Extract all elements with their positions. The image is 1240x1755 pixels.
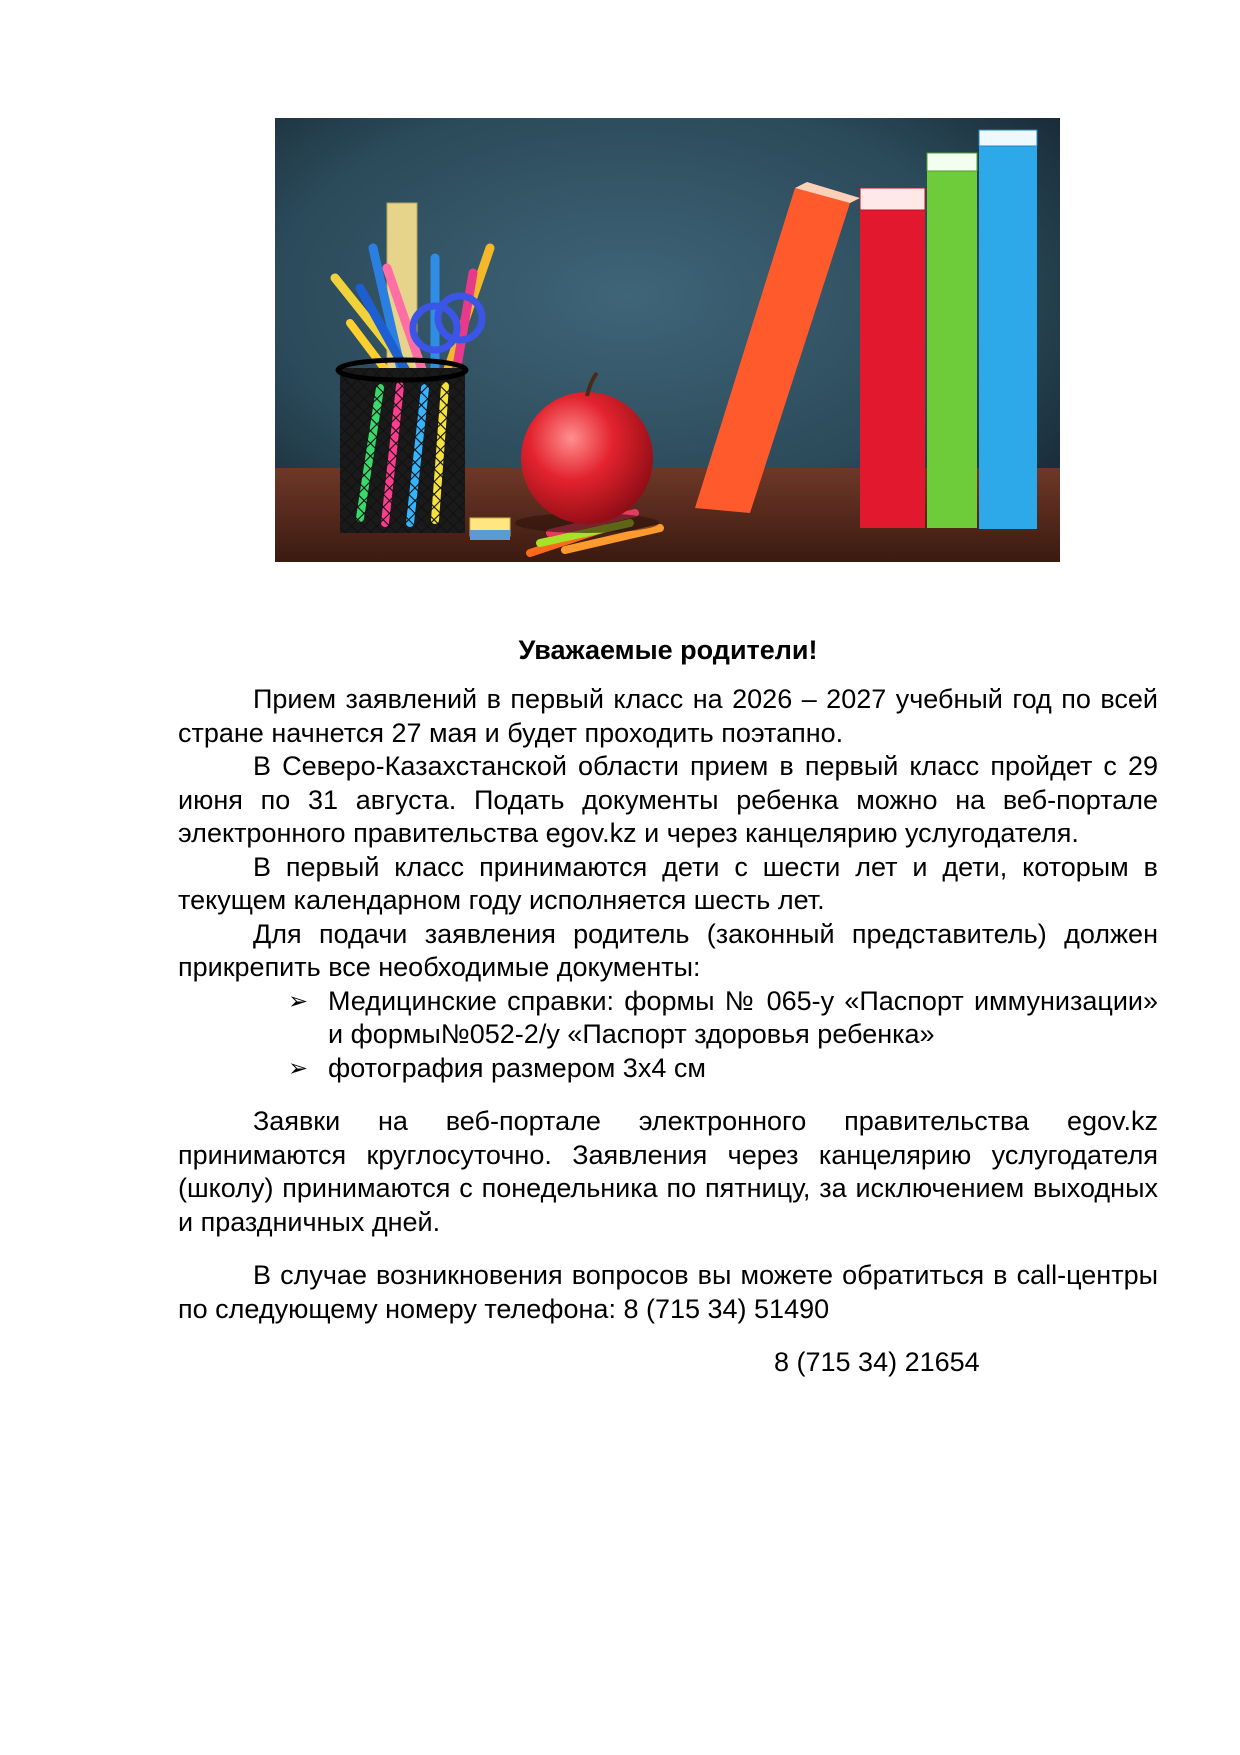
paragraph-region-dates: В Северо-Казахстанской области прием в первый класс пройдет с 29 июня по 31 августа. Подать документы ребенка можно на веб-портале электронного правительства egov.kz и через канцелярию услугодателя. xyxy=(178,751,1158,848)
page-title: Уважаемые родители! xyxy=(518,635,818,665)
paragraph-intro: Прием заявлений в первый класс на 2026 – 2027 учебный год по всей стране начнется 27 мая и будет проходить поэтапно. xyxy=(178,684,1158,748)
list-item xyxy=(288,985,1158,1052)
list-item-text: фотография размером 3х4 см xyxy=(328,1052,706,1083)
paragraph-schedule: Заявки на веб-портале электронного правительства egov.kz принимаются круглосуточно. Заявления через канцелярию услугодателя (школу) принимаются с понедельника по пятницу, за исключением выходных и праздничных дней. xyxy=(178,1106,1158,1237)
arrow-bullet-icon: ➢ xyxy=(288,1054,309,1082)
paragraph-documents: Для подачи заявления родитель (законный представитель) должен прикрепить все необходимые документы: xyxy=(178,918,1158,982)
paragraph-age: В первый класс принимаются дети с шести лет и дети, которым в текущем календарном году исполняется шесть лет. xyxy=(178,851,1158,915)
list-item xyxy=(288,1052,1158,1086)
paragraph-contacts: В случае возникновения вопросов вы можете обратиться в call-центры по следующему номеру телефона: 8 (715 34) 51490 xyxy=(178,1260,1158,1324)
document-body xyxy=(178,683,1158,1380)
phone-number-2: 8 (715 34) 21654 xyxy=(774,1347,980,1377)
list-item-text: Медицинские справки: формы № 065-у «Паспорт иммунизации» и формы№052-2/у «Паспорт здоровья ребенка» xyxy=(328,985,1158,1049)
arrow-bullet-icon: ➢ xyxy=(288,987,309,1015)
documents-list xyxy=(178,985,1158,1086)
school-supplies-photo xyxy=(275,118,1060,562)
